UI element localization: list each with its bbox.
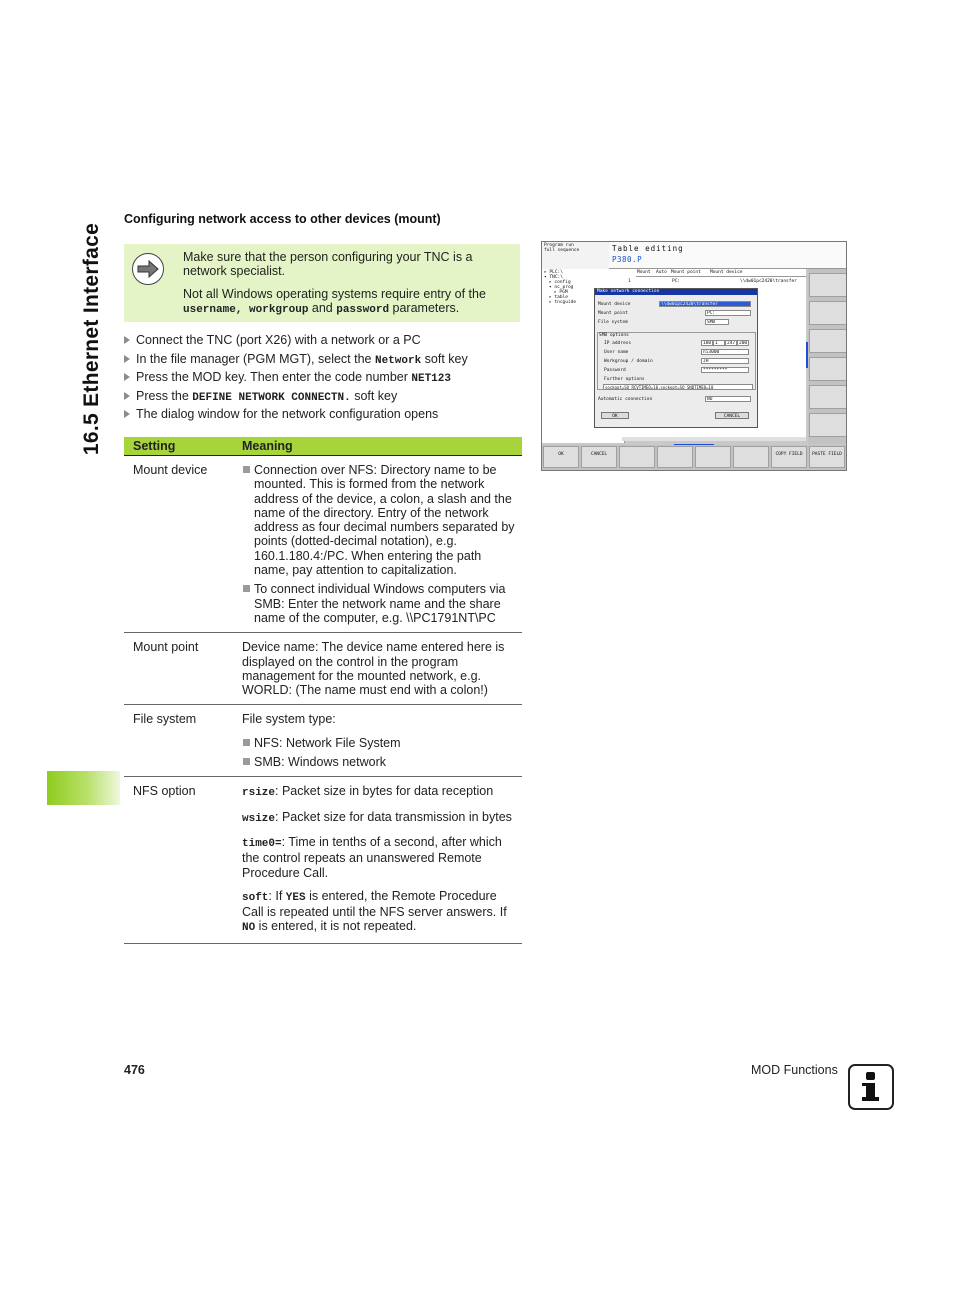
further-options-field[interactable]: sockopt=SO_RCVTIMEO=10,sockopt=SO_SNDTIMEO=10: [603, 384, 753, 390]
page-number: 476: [124, 1063, 145, 1077]
note-box: [124, 244, 520, 322]
dialog-cancel-button[interactable]: CANCEL: [715, 412, 749, 419]
ip-octet-field[interactable]: 180: [703, 341, 712, 346]
option-wsize: wsize: Packet size for data transmission in bytes: [242, 809, 512, 825]
tree-item[interactable]: ▸ tncguide: [549, 300, 577, 305]
setting-name: File system: [133, 712, 197, 727]
tree-item[interactable]: ▾ TNC:\: [544, 275, 563, 280]
column-header: Mount point: [671, 270, 701, 275]
softkey[interactable]: [619, 446, 655, 468]
field-label: Automatic connection: [598, 397, 653, 402]
column-header-setting: Setting: [133, 439, 176, 453]
setting-name: NFS option: [133, 784, 196, 799]
step-item: In the file manager (PGM MGT), select the Network soft key: [124, 352, 524, 371]
bullet-item: Connection over NFS: Directory name to be mounted. This is formed from the network address of the device, a colon, a slash and the name of the directory. Entry of the network address as four decimal numbers separated by points (dotted-decimal notation), e.g. 160.1.180.4:/PC. When entering the path name, pay attention to capitalization.: [242, 463, 516, 577]
settings-table: [124, 437, 522, 944]
field-label: User name: [604, 350, 629, 355]
network-connection-dialog: [594, 288, 758, 428]
table-header: [124, 437, 522, 456]
field-label: Password: [604, 368, 626, 373]
screen-header: [609, 242, 846, 269]
arrow-right-icon: [132, 253, 164, 285]
dialog-title: Make network connection: [595, 289, 757, 295]
vertical-softkey-bar: [808, 269, 846, 444]
password-field[interactable]: *********: [701, 367, 749, 373]
mount-point-field[interactable]: PC:: [705, 310, 751, 316]
column-header: Mount device: [710, 270, 743, 275]
chapter-name: MOD Functions: [751, 1063, 838, 1077]
mount-table-header: [636, 270, 806, 277]
column-header: Mount: [637, 270, 651, 275]
program-name: P380.P: [612, 255, 643, 264]
softkey[interactable]: [809, 273, 847, 297]
chapter-tab-marker: [47, 771, 120, 805]
ip-octet-field[interactable]: 200: [739, 341, 748, 346]
option-rsize: rsize: Packet size in bytes for data reception: [242, 784, 494, 800]
option-timeo: time0=: Time in tenths of a second, after which the control repeats an unanswered Remote Procedure Call.: [242, 834, 502, 880]
step-item: Press the MOD key. Then enter the code number NET123: [124, 370, 524, 389]
step-item: The dialog window for the network configuration opens: [124, 407, 524, 426]
option-soft: soft: If YES is entered, the Remote Procedure Call is repeated until the NFS server answers. If NO is entered, it is not repeated.: [242, 888, 507, 935]
column-header-meaning: Meaning: [242, 439, 293, 453]
tree-item[interactable]: ▸ PGM: [554, 290, 568, 295]
bullet-item: NFS: Network File System: [242, 736, 516, 750]
tree-item[interactable]: ▸ table: [549, 295, 568, 300]
softkey-bar: [542, 445, 846, 470]
meaning-text: File system type:: [242, 712, 336, 727]
step-item: Press the DEFINE NETWORK CONNECTN. soft key: [124, 389, 524, 408]
field-label: Mount point: [598, 311, 628, 316]
softkey[interactable]: [733, 446, 769, 468]
table-row: [124, 633, 522, 705]
note-line-2: Not all Windows operating systems require entry of the username, workgroup and password parameters.: [183, 287, 486, 316]
mode-label: Program run: [544, 243, 574, 248]
operating-mode-panel: [542, 242, 613, 271]
field-label: Workgroup / domain: [604, 359, 653, 364]
group-label: SMB options: [599, 333, 629, 338]
softkey-cancel[interactable]: CANCEL: [581, 446, 617, 468]
step-list: [124, 333, 524, 426]
softkey-copy-field[interactable]: COPY FIELD: [771, 446, 807, 468]
bullet-item: To connect individual Windows computers via SMB: Enter the network name and the share name of the computer, e.g. \\PC1791NT\PC: [242, 582, 516, 625]
table-row: [124, 456, 522, 633]
tree-item[interactable]: ▾ nc_prog: [549, 285, 574, 290]
table-row: [124, 705, 522, 777]
file-system-select[interactable]: SMB: [705, 319, 729, 325]
tree-item[interactable]: ▸ PLC:\: [544, 270, 563, 275]
info-icon: [848, 1064, 894, 1110]
ip-octet-field[interactable]: 1: [713, 340, 725, 346]
tree-item[interactable]: ▸ config: [549, 280, 571, 285]
dialog-ok-button[interactable]: OK: [601, 412, 629, 419]
ip-octet-field[interactable]: 247: [727, 341, 736, 346]
step-bullet-icon: [124, 410, 130, 418]
softkey[interactable]: [809, 357, 847, 381]
step-item: Connect the TNC (port X26) with a network or a PC: [124, 333, 524, 352]
horizontal-scrollbar[interactable]: [622, 437, 806, 441]
setting-meaning: [242, 777, 516, 942]
softkey[interactable]: [809, 385, 847, 409]
softkey-ok[interactable]: OK: [543, 446, 579, 468]
workgroup-field[interactable]: JH: [701, 358, 749, 364]
setting-meaning: [242, 705, 516, 776]
softkey[interactable]: [809, 301, 847, 325]
chapter-side-title: 16.5 Ethernet Interface: [80, 222, 103, 456]
note-line-1: Make sure that the person configuring your TNC is a network specialist.: [183, 250, 473, 278]
mount-device-field[interactable]: \\dw01pc2420\transfer: [659, 301, 751, 307]
section-heading: Configuring network access to other devices (mount): [124, 212, 441, 226]
mode-label: full sequence: [544, 248, 580, 253]
step-bullet-icon: [124, 355, 130, 363]
setting-meaning: Device name: The device name entered here is displayed on the control in the program management for the mounted network, e.g. WORLD: (The name must end with a colon!): [242, 640, 505, 698]
field-label: File system: [598, 320, 628, 325]
table-row[interactable]: 1 PC: \\dw01pc2420\transfer: [628, 279, 797, 284]
field-label: Mount device: [598, 302, 631, 307]
tnc-screenshot: [541, 241, 847, 471]
user-name-field[interactable]: ni3000: [701, 349, 749, 355]
softkey[interactable]: [809, 329, 847, 353]
softkey-paste-field[interactable]: PASTE FIELD: [809, 446, 845, 468]
setting-meaning: [242, 456, 516, 632]
table-row: [124, 777, 522, 943]
bullet-item: SMB: Windows network: [242, 755, 516, 769]
screen-title: Table editing: [612, 244, 684, 253]
setting-name: Mount point: [133, 640, 199, 655]
step-bullet-icon: [124, 373, 130, 381]
softkey[interactable]: [695, 446, 731, 468]
softkey[interactable]: [809, 413, 847, 437]
step-bullet-icon: [124, 392, 130, 400]
auto-connect-select[interactable]: NO: [705, 396, 751, 402]
softkey[interactable]: [657, 446, 693, 468]
column-header: Auto: [656, 270, 667, 275]
field-label: IP address: [604, 341, 632, 346]
setting-name: Mount device: [133, 463, 208, 477]
field-label: Further options: [604, 377, 645, 382]
step-bullet-icon: [124, 336, 130, 344]
